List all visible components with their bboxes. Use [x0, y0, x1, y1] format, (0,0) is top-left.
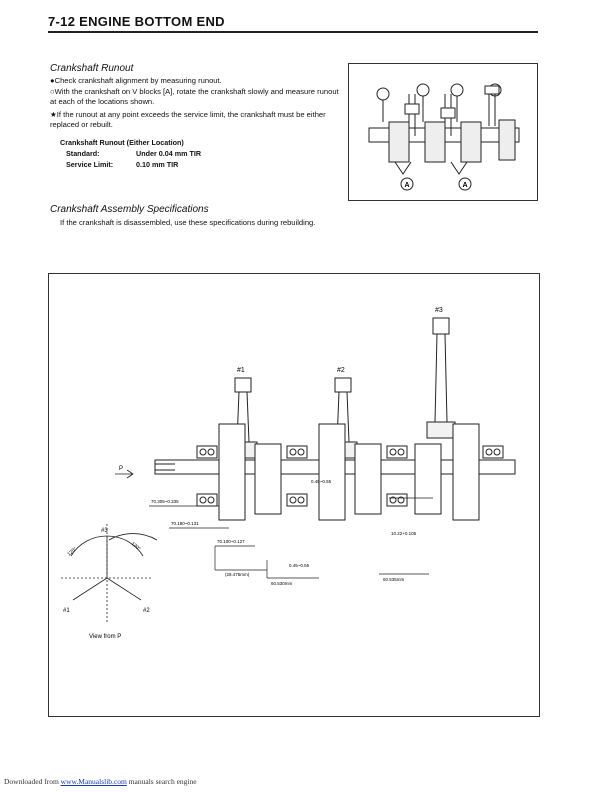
dim-7: 60.530mm [271, 581, 293, 586]
assembly-paragraph: If the crankshaft is disassembled, use these specifications during rebuilding. [60, 218, 316, 227]
dial-gauge-1 [377, 88, 389, 122]
spec-standard-label: Standard: [66, 149, 100, 158]
runout-step-2: ○With the crankshaft on V blocks [A], rotate the crankshaft slowly and measure runout at each of the locations shown. [50, 87, 339, 107]
runout-spec-title: Crankshaft Runout (Either Location) [60, 138, 184, 147]
footer-prefix: Downloaded from [4, 777, 61, 786]
spec-limit-row [66, 160, 178, 169]
spec-limit-value: 0.10 mm TIR [136, 160, 179, 169]
runout-figure [348, 63, 538, 201]
dim-6: (28.475mm) [225, 572, 250, 577]
vblock-label-left: A [404, 182, 410, 189]
spec-standard-value: Under 0.04 mm TIR [136, 149, 202, 158]
dim-9: 60.535mm [383, 577, 405, 582]
angle-label-right: 120° [129, 540, 142, 553]
rod-1-label: #1 [237, 367, 245, 374]
dim-8: 10.22+0.105 [391, 531, 417, 536]
vblock-label-right: A [462, 182, 468, 189]
phase-label-2: #2 [143, 608, 150, 614]
view-arrow-label: P [119, 466, 124, 472]
footer-link[interactable]: www.Manualslib.com [60, 777, 127, 786]
spec-limit-label: Service Limit: [66, 160, 114, 169]
spec-standard-row [66, 149, 201, 158]
runout-illustration [349, 64, 537, 200]
rod-3 [427, 318, 455, 438]
dial-gauge-2 [417, 84, 429, 122]
phase-label-3: #3 [101, 528, 108, 534]
runout-step-1: ●Check crankshaft alignment by measuring runout. [50, 76, 222, 85]
header-rule [48, 31, 538, 33]
phase-label-1: #1 [63, 608, 70, 614]
rod-3-label: #3 [435, 307, 443, 314]
dim-2: 70.180~0.131 [171, 521, 199, 526]
dim-5: 0.45~0.55 [289, 563, 310, 568]
footer [4, 777, 197, 786]
dim-1: 70.305~0.335 [151, 499, 179, 504]
assembly-heading: Crankshaft Assembly Specifications [50, 204, 209, 215]
crankshaft-assembly-figure [48, 273, 540, 717]
runout-heading: Crankshaft Runout [50, 63, 134, 74]
crankshaft-diagram [49, 274, 539, 716]
angle-label-left: 120° [66, 546, 79, 558]
dim-4: 0.45~0.55 [311, 479, 332, 484]
view-caption: View from P [89, 634, 122, 640]
runout-step-3: ★If the runout at any point exceeds the service limit, the crankshaft must be either replaced or rebuilt. [50, 110, 326, 130]
page-title: 7-12 ENGINE BOTTOM END [48, 14, 225, 29]
dim-3: 70.100~0.127 [217, 539, 245, 544]
rod-2-label: #2 [337, 367, 345, 374]
footer-suffix: manuals search engine [126, 777, 197, 786]
